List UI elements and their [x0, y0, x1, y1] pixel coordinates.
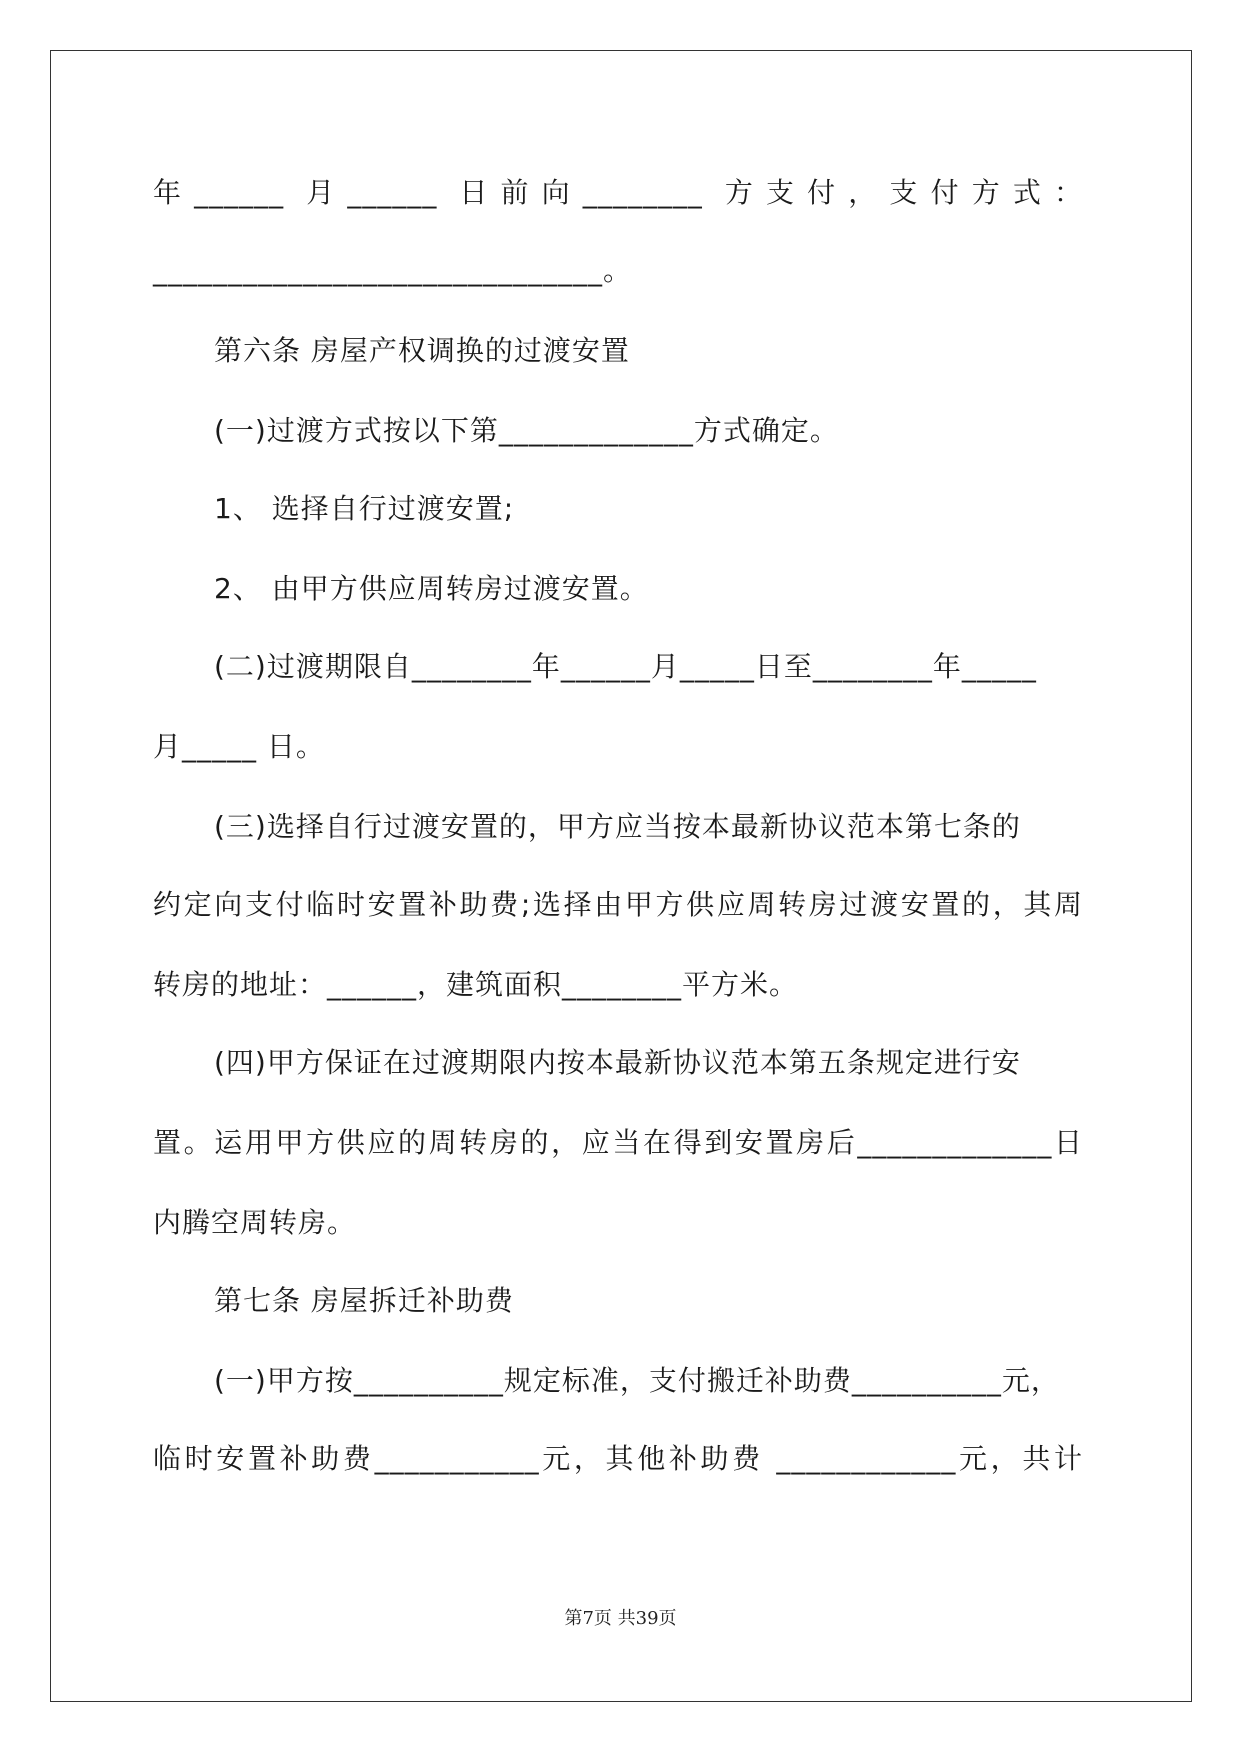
text-line-7: (二)过渡期限自________年______月_____日至________年_____ — [214, 650, 1037, 683]
text-line-13: 置。运用甲方供应的周转房的，应当在得到安置房后_____________日 — [153, 1126, 1083, 1159]
text-line-9: (三)选择自行过渡安置的，甲方应当按本最新协议范本第七条的 — [214, 810, 1021, 843]
article-6-heading: 第六条 房屋产权调换的过渡安置 — [214, 334, 630, 367]
text-line-1: 年______ 月______ 日前向________ 方支付，支付方式： — [153, 176, 1083, 209]
text-line-2: ______________________________。 — [153, 254, 633, 287]
list-item-2: 2、 由甲方供应周转房过渡安置。 — [214, 572, 649, 605]
text-line-12: (四)甲方保证在过渡期限内按本最新协议范本第五条规定进行安 — [214, 1046, 1021, 1079]
text-line-16: (一)甲方按__________规定标准，支付搬迁补助费__________元， — [214, 1364, 1060, 1397]
text-line-10: 约定向支付临时安置补助费;选择由甲方供应周转房过渡安置的，其周 — [153, 888, 1083, 921]
text-line-4: (一)过渡方式按以下第_____________方式确定。 — [214, 414, 839, 447]
text-line-8: 月_____ 日。 — [153, 730, 325, 763]
page-footer: 第7页 共39页 — [564, 1608, 677, 1629]
text-line-17: 临时安置补助费___________元，其他补助费 ____________元，共计 — [153, 1442, 1083, 1475]
text-line-14: 内腾空周转房。 — [153, 1206, 357, 1239]
article-7-heading: 第七条 房屋拆迁补助费 — [214, 1284, 514, 1317]
text-line-11: 转房的地址：______，建筑面积________平方米。 — [153, 968, 799, 1001]
list-item-1: 1、 选择自行过渡安置; — [214, 492, 515, 525]
